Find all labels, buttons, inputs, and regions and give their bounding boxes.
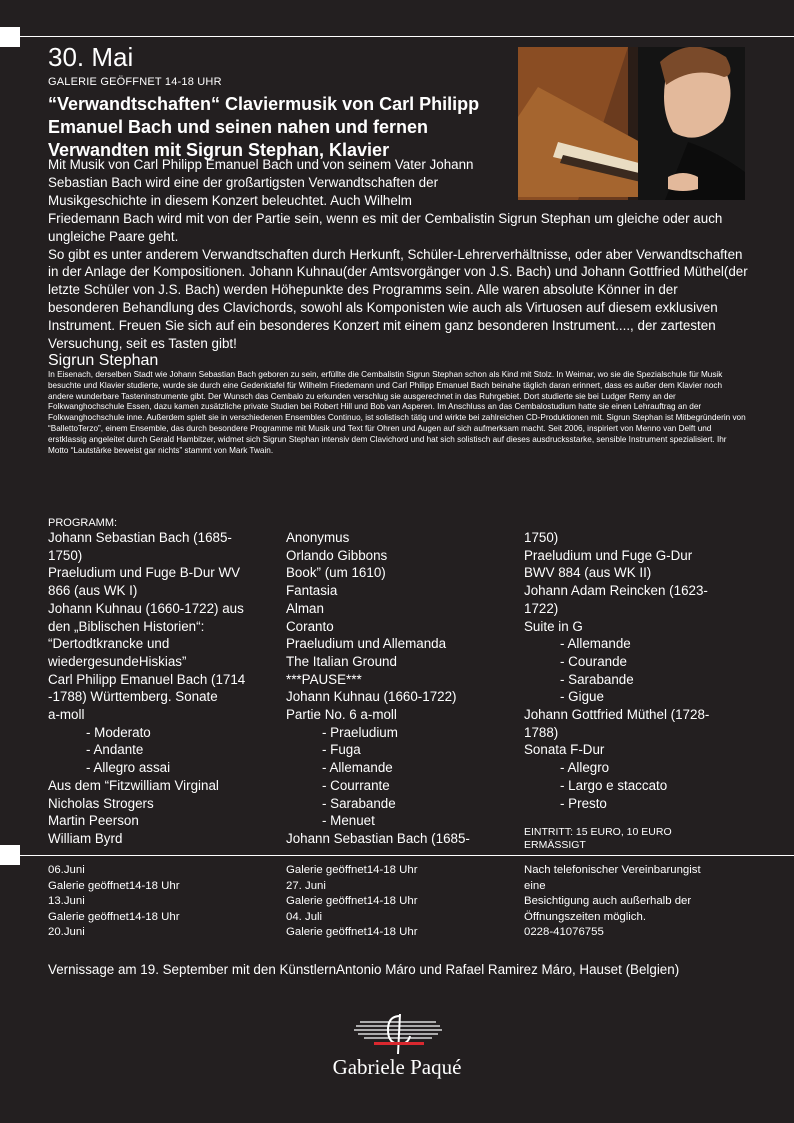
- admission-info: [524, 826, 672, 851]
- bio-title: Sigrun Stephan: [48, 352, 159, 369]
- program-item: BWV 884 (aus WK II): [524, 565, 652, 581]
- divider-top: [0, 36, 794, 37]
- program-column-3: [524, 529, 749, 812]
- program-item: 1750): [48, 547, 83, 563]
- gallery-hours: GALERIE GEÖFFNET 14-18 UHR: [48, 76, 222, 88]
- program-item: Aus dem “Fitzwilliam Virginal: [48, 777, 219, 793]
- program-item: Orlando Gibbons: [286, 547, 388, 563]
- bio-text: In Eisenach, derselben Stadt wie Johann Sebastian Bach geboren zu sein, erfüllte die Cembalistin Sigrun Stephan schon als Kind mit Stolz. In Weimar, wo sie die Spezialschule für Musik besuchte und Klavier studierte, wurde sie durch eine Gedenktafel für Wilhelm Friedemann und Carl Philipp Emanuel Bach beinahe täglich daran erinnert, dass es außer dem Klavier noch andere wunderbare Tasteninstrumente gibt. Der Wunsch das Cembalo zu erkunden verschlug sie ausgerechnet in das Ruhrgebiet. Dort studierte sie bei Ludger Remy an der Folkwanghochschule Essen, dazu kamen zusätzliche private Studien bei Robert Hill und Bob van Asperen. Im Anschluss an das Cembalostudium hatte sie einen Lehrauftrag an der Folkwanghochschule inne. Außerdem spielt sie in verschiedenen Ensembles Continuo, ist solistisch tätig und wirkte bei zahlreichen CD-Produktionen mit. Sigrun Stephan ist Mitbegründerin von “BallettoTerzo”, einem Ensemble, das durch besondere Programme mit Musik und Text für Ohren und Augen auf sich aufmerksam macht. Seit 2006, inspiriert von Menno van Delft und erstklassig angeleitet durch Gerald Hambitzer, widmet sich Sigrun Stephan intensiv dem Clavichord und hat sich solistisch auf dieses ausdrucksstarke, sensible Instrument spezialisiert. Ihr Motto “Lautstärke beweist gar nichts” stammt von Mark Twain.: [48, 370, 746, 455]
- program-item: - Largo e staccato: [560, 777, 668, 793]
- program-item: 1788): [524, 724, 559, 740]
- date-line: Galerie geöffnet14-18 Uhr: [286, 895, 418, 907]
- event-date: 30. Mai: [48, 42, 134, 72]
- admission-line-2: ERMÄSSIGT: [524, 838, 586, 851]
- program-item: Praeludium und Fuge B-Dur WV: [48, 565, 241, 581]
- program-item: Anonymus: [286, 530, 350, 545]
- program-item: - Andante: [86, 742, 144, 758]
- date-line: Galerie geöffnet14-18 Uhr: [286, 864, 418, 876]
- vernissage-note: Vernissage am 19. September mit den KünstlernAntonio Máro und Rafael Ramirez Máro, Hauset (Belgien): [48, 962, 680, 977]
- program-item: Praeludium und Fuge G-Dur: [524, 547, 693, 563]
- program-item: - Allegro assai: [86, 760, 171, 776]
- date-line: 20.Juni: [48, 926, 85, 938]
- intro-paragraph-1-cont: Friedemann Bach wird mit von der Partie sein, wenn es mit der Cembalistin Sigrun Stephan um gleiche oder auch ungleiche Paare geht.: [48, 210, 723, 244]
- program-column-1: [48, 529, 273, 848]
- date-line: eine: [524, 879, 546, 892]
- program-item: 1750): [524, 530, 559, 545]
- divider-bottom: [0, 855, 794, 856]
- program-item: wiedergesundeHiskias”: [48, 653, 187, 669]
- program-item: Fantasia: [286, 583, 338, 599]
- program-item: - Courrante: [322, 777, 390, 793]
- program-item: Carl Philipp Emanuel Bach (1714: [48, 671, 246, 687]
- date-line: Galerie geöffnet14-18 Uhr: [48, 879, 180, 892]
- date-line: 27. Juni: [286, 879, 326, 892]
- program-item: - Menuet: [322, 813, 375, 829]
- date-line: Nach telefonischer Vereinbarungist: [524, 864, 701, 876]
- program-item: Coranto: [286, 618, 334, 634]
- intro-paragraph-1: Mit Musik von Carl Philipp Emanuel Bach und von seinem Vater Johann Sebastian Bach wird eine der großartigsten Verwandtschaften der Musikgeschichte in diesem Konzert beleuchtet. Auch Wilhelm: [48, 157, 474, 208]
- program-item: Suite in G: [524, 618, 583, 634]
- date-line: Öffnungszeiten möglich.: [524, 910, 646, 923]
- program-item: den „Biblischen Historien“:: [48, 618, 205, 634]
- intro-text: [48, 156, 748, 353]
- date-line: Galerie geöffnet14-18 Uhr: [48, 910, 180, 923]
- date-line: Besichtigung auch außerhalb der: [524, 895, 692, 907]
- program-column-2: [286, 529, 511, 848]
- program-item: Johann Sebastian Bach (1685-: [48, 530, 232, 545]
- program-item: - Allemande: [560, 636, 631, 652]
- program-item: - Sarabande: [560, 671, 634, 687]
- date-line: 06.Juni: [48, 864, 85, 876]
- program-item: a-moll: [48, 707, 85, 723]
- program-item: Johann Kuhnau (1660-1722) aus: [48, 600, 244, 616]
- intro-paragraph-2: So gibt es unter anderem Verwandtschaften durch Herkunft, Schüler-Lehrerverhältnisse, oder aber Verwandtschaften in der Anlage der Kompositionen. Johann Kuhnau(der Amtsvorgänger von J.S. Bach) und Johann Gottfried Müthel(der letzte Schüler von J.S. Bach) werden Höhepunkte des Programms sein. Alle waren absolute Könner in der besonderen Behandlung des Clavichords, sowohl als Komponisten wie auch als Virtuosen auf diesem exklusiven Instrument. Freuen Sie sich auf ein besonderes Konzert mit einem ganz besonderen Instrument...., der zartesten Versuchung, seit es Tasten gibt!: [48, 246, 748, 352]
- program-item: Martin Peerson: [48, 813, 139, 829]
- program-item: - Fuga: [322, 742, 361, 758]
- logo-name: Gabriele Paqué: [332, 1055, 462, 1079]
- program-item: - Sarabande: [322, 795, 396, 811]
- program-label: PROGRAMM:: [48, 517, 118, 529]
- program-item: - Presto: [560, 795, 607, 811]
- program-item: - Courande: [560, 653, 627, 669]
- program-item: William Byrd: [48, 830, 123, 846]
- program-item: Book” (um 1610): [286, 565, 386, 581]
- program-item: Nicholas Strogers: [48, 795, 154, 811]
- program-item: - Praeludium: [322, 724, 398, 740]
- date-line: 04. Juli: [286, 910, 323, 923]
- admission-line-1: EINTRITT: 15 EURO, 10 EURO: [524, 826, 672, 838]
- program-item: Praeludium und Allemanda: [286, 636, 447, 652]
- dates-column-1: [48, 863, 180, 941]
- corner-square-top: [0, 27, 20, 47]
- program-item: Alman: [286, 600, 324, 616]
- date-line: 0228-41076755: [524, 926, 604, 938]
- program-item: 1722): [524, 600, 559, 616]
- program-item: Partie No. 6 a-moll: [286, 707, 397, 723]
- program-item: Johann Adam Reincken (1623-: [524, 583, 708, 599]
- dates-column-3: [524, 863, 754, 941]
- program-item: Johann Sebastian Bach (1685-: [286, 830, 470, 846]
- program-item: ***PAUSE***: [286, 671, 362, 687]
- program-item: -1788) Württemberg. Sonate: [48, 689, 218, 705]
- dates-column-2: [286, 863, 418, 941]
- program-item: - Gigue: [560, 689, 604, 705]
- program-item: 866 (aus WK I): [48, 583, 138, 599]
- event-title: “Verwandtschaften“ Claviermusik von Carl Philipp Emanuel Bach und seinen nahen und fernen Verwandten mit Sigrun Stephan, Klavier: [48, 94, 480, 160]
- program-item: “Dertodtkrancke und: [48, 636, 170, 652]
- program-item: Johann Kuhnau (1660-1722): [286, 689, 457, 705]
- program-item: The Italian Ground: [286, 653, 397, 669]
- program-item: - Allegro: [560, 760, 610, 776]
- date-line: 13.Juni: [48, 895, 85, 907]
- program-item: Sonata F-Dur: [524, 742, 605, 758]
- date-line: Galerie geöffnet14-18 Uhr: [286, 926, 418, 938]
- program-item: - Moderato: [86, 724, 151, 740]
- program-item: - Allemande: [322, 760, 393, 776]
- program-item: Johann Gottfried Müthel (1728-: [524, 707, 710, 723]
